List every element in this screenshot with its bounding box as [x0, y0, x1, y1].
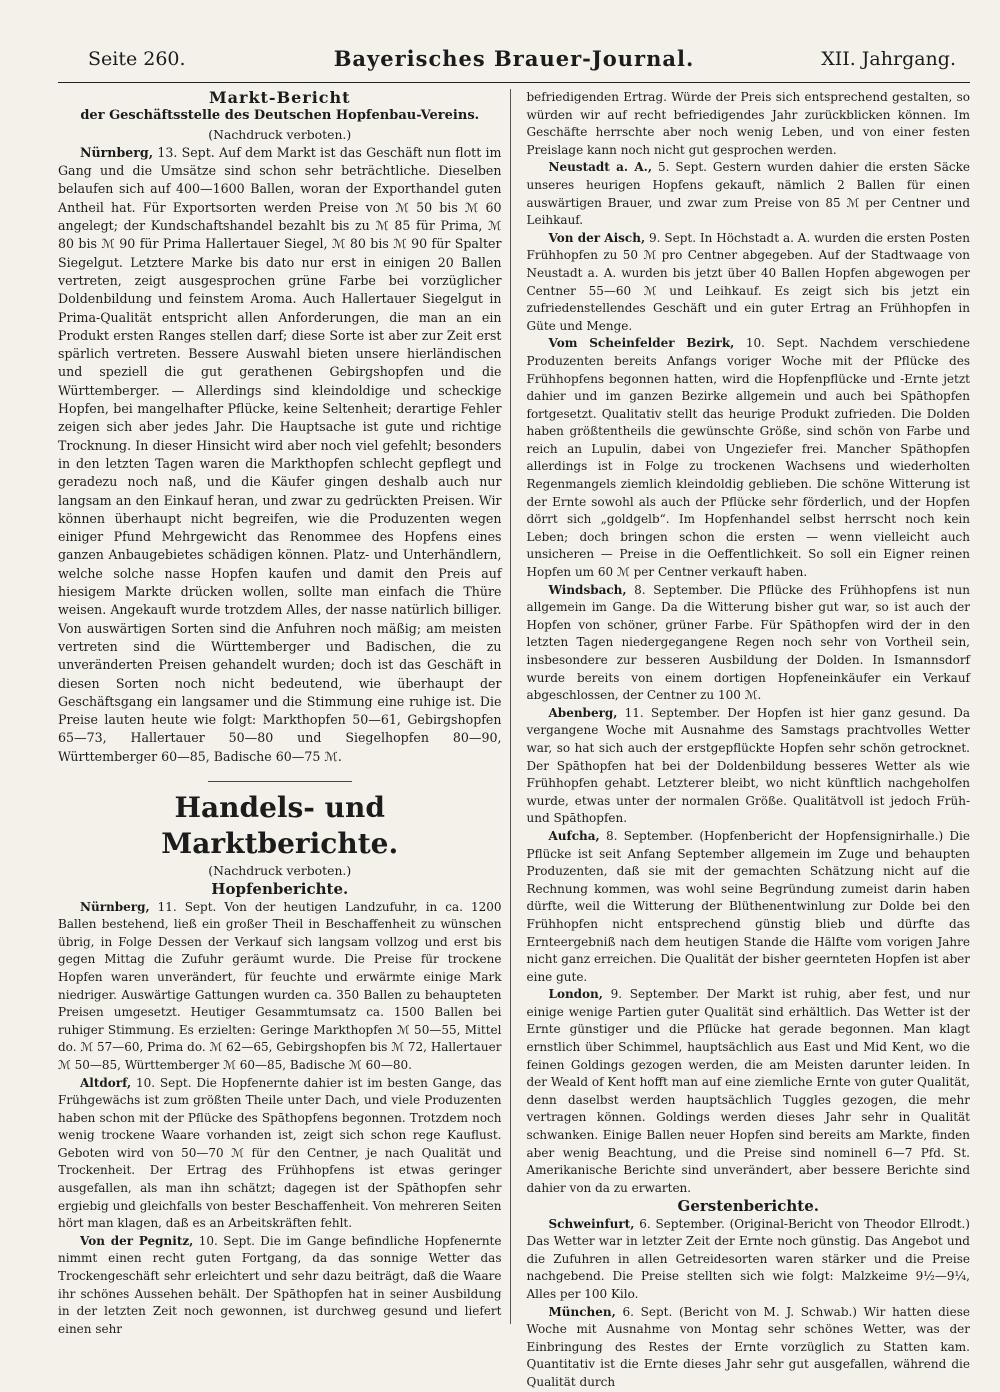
article-text: 9. Sept. In Höchstadt a. A. wurden die ersten Posten Frühhopfen zu 50 ℳ pro Centner abgegeben. Auf der Stadtwaage von Neustadt a. A. wurden bis jetzt über 40 Ballen Hopfen abgewogen per Centner 55—60 ℳ und Leihkauf. Es zeigt sich bis jetzt ein zufriedenstellendes Geschäft und ein guter Ertrag an Frühhopfen in Güte und Menge. [526, 230, 970, 333]
article-text: 11. Sept. Von der heutigen Landzufuhr, in ca. 1200 Ballen bestehend, ließ ein großer Theil in Beschaffenheit zu wünschen übrig, in Folge Dessen der Verkauf sich langsam vollzog und erst bis gegen Mittag die Zufuhr geräumt wurde. Die Preise für trockene Hopfen waren unverändert, für feuchte und erwärmte einige Mark niedriger. Auswärtige Gattungen wurden ca. 350 Ballen zu behaupteten Preisen umgesetzt. Heutiger Gesammtumsatz ca. 1500 Ballen bei ruhiger Stimmung. Es erzielten: Geringe Markthopfen ℳ 50—55, Mittel do. ℳ 57—60, Prima do. ℳ 62—65, Gebirgshopfen bis ℳ 72, Hallertauer ℳ 50—85, Württemberger ℳ 60—85, Badische ℳ 60—80. [58, 899, 502, 1072]
article-text: 6. Sept. (Bericht von M. J. Schwab.) Wir hatten diese Woche mit Ausnahme von Montag sehr schönes Wetter, was der Einbringung des Restes der Ernte vorzüglich zu Statten kam. Quantitativ ist die Ernte dieses Jahr sehr gut ausgefallen, während die Qualität durch [526, 1304, 970, 1390]
journal-title: Bayerisches Brauer-Journal. [333, 46, 695, 71]
article-text: 8. September. Die Pflücke des Frühhopfens ist nun allgemein im Gange. Da die Witterung bisher gut war, so ist auch der Hopfen von schöner, grüner Farbe. Für Spāthopfen wird der in den letzten Tagen niedergegangene Regen noch sehr von Vortheil sein, insbesondere zur besseren Ausbildung der Dolden. In Ismannsdorf wurde bereits von einem dortigen Hopfeneinkäufer ein Verkauf abgeschlossen, der Centner zu 100 ℳ. [526, 582, 970, 703]
article-pegnitz [58, 1233, 502, 1339]
article-aufcha [527, 828, 971, 986]
article-text: 9. September. Der Markt ist ruhig, aber fest, und nur einige wenige Partien guter Qualität sind erhältlich. Das Wetter ist der Ernte günstiger und die Pflücke hat gerade begonnen. Man klagt ernstlich über Schimmel, hauptsächlich aus East und Mid Kent, wo die feinen Goldings gezogen werden, die am Meisten darunter leiden. In der Weald of Kent hofft man auf eine ziemliche Ernte von guter Qualität, denn daselbst werden hauptsächlich Tuggles gezogen, die mehr vertragen können. Goldings werden dieses Jahr sehr in Qualität schwanken. Einige Ballen neuer Hopfen sind bereits am Markte, finden aber wenig Beachtung, und die Preise sind nominell 6—7 Pfd. St. Amerikanische Berichte sind unverändert, aber bessere Berichte sind dahier von da zu erwarten. [526, 987, 970, 1195]
article-text: 10. Sept. Die Hopfenernte dahier ist im besten Gange, das Frühgewächs ist zum größten Theile unter Dach, und viele Produzenten haben schon mit der Pflücke des Spāthopfens begonnen. Trotzdem noch wenig trockene Waare vorhanden ist, zeigt sich schon rege Kauflust. Geboten wird von 50—70 ℳ für den Centner, je nach Qualität und Trockenheit. Der Ertrag des Frühhopfens ist etwas geringer ausgefallen, als man ihn schätzt; dagegen ist der Spāthopfen sehr ergiebig und gleichfalls von bester Beschaffenheit. Von mehreren Seiten hört man klagen, daß es an Arbeitskräften fehlt. [58, 1075, 502, 1231]
dateline: Windsbach, [548, 582, 627, 597]
article-text: 11. September. Der Hopfen ist hier ganz gesund. Da vergangene Woche mit Ausnahme des Samstags prachtvolles Wetter war, so hat sich auch der erstgepflückte Hopfen sehr schön getrocknet. Der Spāthopfen hat bei der Doldenbildung besseres Wetter als wie Frühhopfen gehabt. Letzterer bleibt, wo nicht künftlich nachgeholfen wurde, etwas unter der normalen Größe. Qualitätvoll ist jedoch Früh- und Spāthopfen. [526, 705, 970, 826]
dateline: Abenberg, [548, 705, 618, 720]
dateline: Altdorf, [80, 1075, 132, 1090]
dateline: Von der Aisch, [548, 230, 646, 245]
subsection-hop-reports: Hopfenberichte. [211, 880, 349, 899]
article-text: 6. September. (Original-Bericht von Theodor Ellrodt.) Das Wetter war in letzter Zeit der Ernte noch günstig. Das Angebot und die Zufuhren in allen Getreidesorten waren stärker und die Preise nachgebend. Die Preise stellten sich wie folgt: Malzkeime 9½—9¼, Alles per 100 Kilo. [526, 1216, 970, 1302]
article-neustadt [527, 159, 971, 229]
right-column [519, 89, 971, 1390]
article-text: 5. Sept. Gestern wurden dahier die ersten Säcke unseres heurigen Hopfens gekauft, nämlich 2 Ballen für einen auswärtigen Brauer, und zwar zum Preise von 85 ℳ per Centner und Leihkauf. [526, 160, 970, 228]
dateline: München, [548, 1304, 616, 1319]
page-header [58, 42, 970, 83]
article-schweinfurt [527, 1216, 971, 1304]
dateline: Von der Pegnitz, [80, 1233, 194, 1248]
article-aisch [527, 230, 971, 336]
section-subtitle: der Geschäftsstelle des Deutschen Hopfenbau-Vereins. [80, 108, 480, 124]
dateline: London, [548, 987, 603, 1002]
article-abenberg [527, 705, 971, 828]
article-muenchen [527, 1304, 971, 1392]
section-divider [58, 772, 502, 790]
article-text: 8. September. (Hopfenbericht der Hopfensignirhalle.) Die Pflücke ist seit Anfang September allgemein im Zuge und behaupten Produzenten, daß sie mit der gemachten Schätzung nicht auf die Rechnung kommen, was wohl seine Begründung zumeist darin haben dürfte, weil die Witterung der Blüthenentwinlung zur Dolde bei den Frühhopfen nicht entsprechend günstig blieb und dürfte das Ernteergebniß nach dem heutigen Stande die Hälfte vom vorigen Jahre nicht ganz erreichen. Die Qualität der bisher geernteten Hopfen ist aber eine gute. [526, 828, 970, 984]
dateline: Schweinfurt, [548, 1216, 635, 1231]
section-title-trade-reports: Handels- und Marktberichte. [161, 790, 399, 860]
article-nuernberg-13 [58, 144, 502, 766]
article-scheinfeld [527, 335, 971, 581]
article-windsbach [527, 582, 971, 705]
dateline: Neustadt a. A., [548, 160, 653, 175]
reprint-notice-2: (Nachdruck verboten.) [208, 862, 352, 878]
article-text: 10. Sept. Nachdem verschiedene Produzenten bereits Anfangs voriger Woche mit der Pflücke des Frühhopfens begonnen hatten, wird die Hopfenpflücke und -Ernte jetzt dahier und im ganzen Bezirke allgemein und auch bei Spāthopfen fortgesetzt. Qualitativ stellt das heurige Produkt zufrieden. Die Dolden haben größtentheils die gewünschte Größe, sind schön von Farbe und reich an Lupulin, dabei von Ungeziefer frei. Mancher Spāthopfen allerdings ist in Folge zu trockenen Wachsens und wiederholten Regenmangels ziemlich kleindoldig geblieben. Die schöne Witterung ist der Ernte sowohl als auch der Pflücke sehr förderlich, und der Hopfen dörrt sich „goldgelb“. Im Hopfenhandel selbst herrscht noch kein Leben; doch bringen schon die ersten — wenn vielleicht auch unsicheren — Preise in die Oeffentlichkeit. So soll ein Eigner reinen Hopfen um 60 ℳ per Centner verkauft haben. [526, 336, 970, 580]
article-text: 10. Sept. Die im Gange befindliche Hopfenernte nimmt einen recht guten Fortgang, da das sonnige Wetter das Trockengeschäft sehr erleichtert und sehr dazu beiträgt, daß die Waare ihr schönes Aussehen behält. Der Spāthopfen hat in seiner Ausbildung in der letzten Zeit noch gewonnen, ist durchweg gesund und liefert einen sehr [58, 1233, 502, 1336]
volume-year: XII. Jahrgang. [821, 48, 956, 70]
subsection-barley-reports: Gerstenberichte. [677, 1197, 819, 1216]
two-column-body [58, 88, 970, 1390]
dateline: Vom Scheinfelder Bezirk, [548, 336, 735, 351]
dateline: Nürnberg, [80, 144, 154, 160]
article-altdorf [58, 1075, 502, 1233]
dateline: Aufcha, [548, 828, 600, 843]
article-continuation: befriedigenden Ertrag. Würde der Preis sich entsprechend gestalten, so würden wir auf recht befriedigendes Jahr zurückblicken können. Im Geschäfte herrschte aber noch wenig Leben, und von einer festen Preislage kann noch nicht gut gesprochen werden. [526, 90, 970, 157]
article-nuernberg-11 [58, 899, 502, 1075]
dateline: Nürnberg, [80, 899, 150, 914]
reprint-notice: (Nachdruck verboten.) [208, 126, 352, 142]
section-title-market-report: Markt-Bericht [208, 88, 351, 107]
article-london [527, 986, 971, 1197]
article-text: 13. Sept. Auf dem Markt ist das Geschäft nun flott im Gang und die Umsätze sind schon sehr beträchtliche. Dieselben belaufen sich auf 400—1600 Ballen, woran der Exporthandel guten Antheil hat. Für Exportsorten werden Preise von ℳ 50 bis ℳ 60 angelegt; der Kundschaftshandel bezahlt bis zu ℳ 85 für Prima, ℳ 80 bis ℳ 90 für Prima Hallertauer Siegel, ℳ 80 bis ℳ 90 für Spalter Siegelgut. Letztere Marke bis dato nur erst in einigen 20 Ballen vertreten, zeigt ausgesprochen grüne Farbe bei vorzüglicher Doldenbildung und feinstem Aroma. Auch Hallertauer Siegelgut in Prima-Qualität entspricht allen Anforderungen, die man an ein Produkt ersten Ranges stellen darf; diese Sorte ist aber zur Zeit erst spärlich vertreten. Bessere Auswahl bieten unsere hierländischen und speziell die gut gerathenen Gebirgshopfen und die Württemberger. — Allerdings sind kleindoldige und scheckige Hopfen, bei mangelhafter Pflücke, keine Seltenheit; derartige Fehler zeigen sich aber jedes Jahr. Die Hauptsache ist gute und richtige Trocknung. In dieser Hinsicht wird aber noch viel gefehlt; besonders in den letzten Tagen waren die Markthopfen schlecht gepflegt und geradezu noch naß, und die Käufer gingen deshalb auch nur langsam an den Einkauf heran, und zwar zu gedrückten Preisen. Wir können überhaupt nicht begreifen, wie die Produzenten wegen einiger Pfund Mehrgewicht das Renommee des Hopfens eines ganzen Anbaugebietes schädigen können. Platz- und Unterhändlern, welche solche nasse Hopfen kaufen und damit den Preis auf hiesigem Markte drücken wollen, sollte man einfach die Thüre weisen. Angekauft wurde trotzdem Alles, der nasse natürlich billiger. Von auswärtigen Sorten sind die Anfuhren noch mäßig; am meisten vertreten sind die Württemberger und Badischen, die zu unveränderten Preisen gehandelt wurden; doch ist das Geschäft in diesen Sorten noch nicht bedeutend, wie überhaupt der Geschäftsgang ein langsamer und die Stimmung eine ruhige ist. Die Preise lauten heute wie folgt: Markthopfen 50—61, Gebirgshopfen 65—73, Hallertauer 50—80 und Siegelhopfen 80—90, Württemberger 60—85, Badische 60—75 ℳ. [58, 144, 502, 764]
page-number: Seite 260. [88, 48, 186, 70]
left-column [58, 88, 511, 1336]
